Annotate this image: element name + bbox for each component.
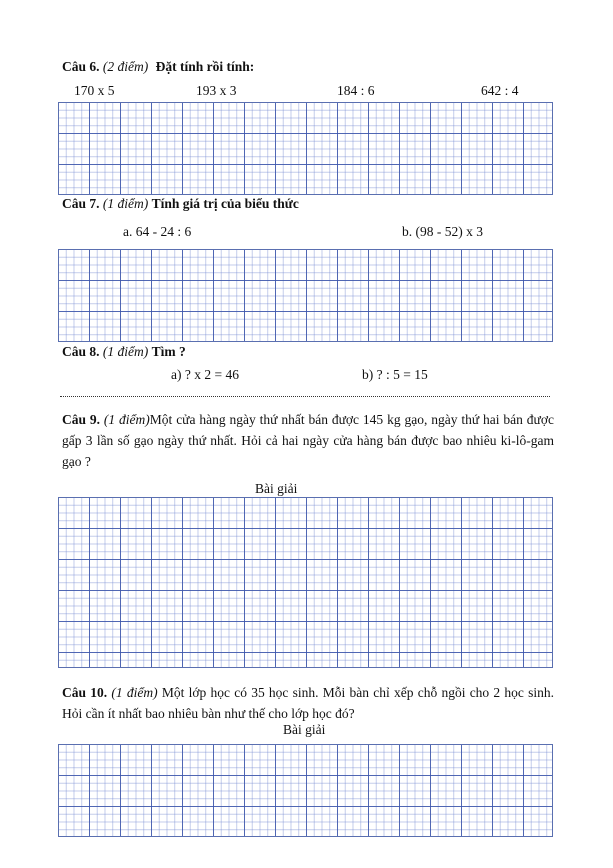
- q8-answer-dotted-line: [60, 396, 550, 399]
- q7-expression-b: b. (98 - 52) x 3: [402, 224, 483, 239]
- q9-paragraph: [62, 409, 554, 472]
- q10-solution-label: Bài giải: [283, 722, 326, 737]
- q8-heading: [62, 344, 186, 360]
- q9-solution-label: Bài giải: [255, 481, 298, 496]
- q6-calc-1: 170 x 5: [74, 83, 115, 98]
- q8-text: Tìm ?: [151, 344, 186, 359]
- q6-label: Câu 6.: [62, 59, 100, 74]
- q9-points: (1 điểm): [103, 412, 150, 427]
- q9-label: Câu 9.: [62, 412, 101, 427]
- q6-calc-3: 184 : 6: [337, 83, 375, 98]
- q6-heading: [62, 59, 254, 75]
- q10-answer-grid: [58, 744, 553, 837]
- q8-expression-a: a) ? x 2 = 46: [171, 367, 239, 382]
- q9-answer-grid: [58, 497, 553, 668]
- q7-answer-grid: [58, 249, 553, 342]
- q7-text: Tính giá trị của biểu thức: [151, 196, 299, 211]
- q10-paragraph: [62, 682, 554, 724]
- q6-points: (2 điểm): [102, 59, 149, 74]
- q10-points: (1 điểm): [111, 685, 158, 700]
- q10-label: Câu 10.: [62, 685, 108, 700]
- q6-calc-4: 642 : 4: [481, 83, 519, 98]
- q9-text: Một cửa hàng ngày thứ nhất bán được 145 kg gạo, ngày thứ hai bán được gấp 3 lần số gạo ngày thứ nhất. Hỏi cả hai ngày cửa hàng bán được bao nhiêu ki-lô-gam gạo ?: [62, 412, 555, 469]
- q7-label: Câu 7.: [62, 196, 100, 211]
- q8-expression-b: b) ? : 5 = 15: [362, 367, 428, 382]
- q6-answer-grid: [58, 102, 553, 195]
- q7-points: (1 điểm): [102, 196, 149, 211]
- q7-heading: [62, 196, 299, 212]
- q6-calc-2: 193 x 3: [196, 83, 237, 98]
- q6-text: Đặt tính rồi tính:: [155, 59, 255, 74]
- q8-label: Câu 8.: [62, 344, 100, 359]
- q8-points: (1 điểm): [102, 344, 149, 359]
- q7-expression-a: a. 64 - 24 : 6: [123, 224, 192, 239]
- q10-text: Một lớp học có 35 học sinh. Mỗi bàn chỉ xếp chỗ ngồi cho 2 học sinh. Hỏi cần ít nhất bao nhiêu bàn như thế cho lớp học đó?: [62, 685, 555, 721]
